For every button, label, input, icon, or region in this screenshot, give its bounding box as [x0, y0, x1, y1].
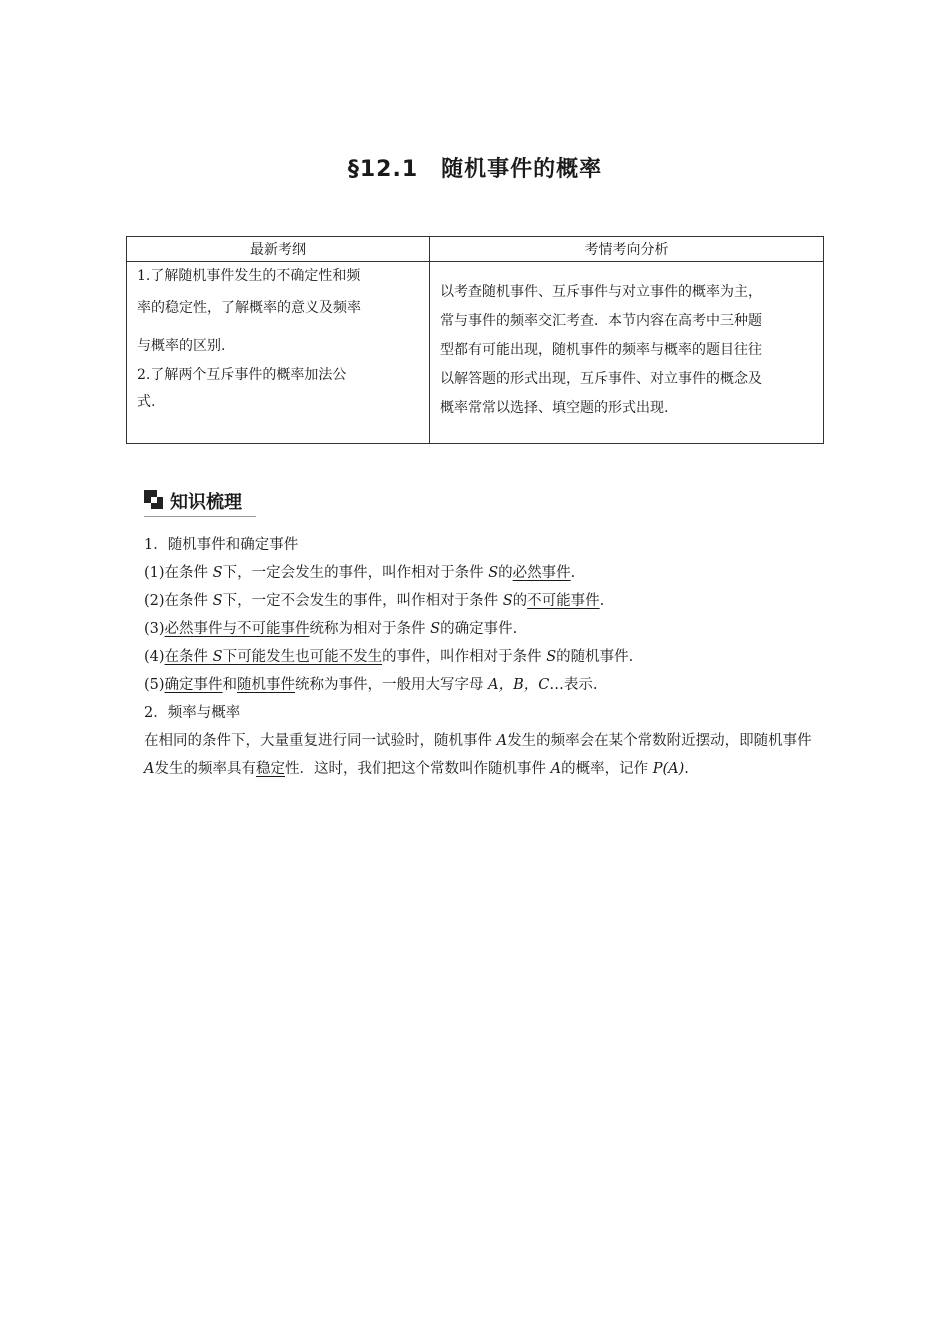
section-heading: [144, 488, 256, 518]
paragraph-6: [144, 727, 824, 783]
text: (1)在条件: [144, 565, 213, 581]
text: 统称为事件，一般用大写字母: [295, 677, 489, 693]
text: 在相同的条件下，大量重复进行同一试验时，随机事件: [144, 733, 497, 749]
variable: S: [212, 649, 223, 665]
text: .: [570, 565, 576, 581]
paragraph-2: [144, 587, 824, 615]
requirement-1: [137, 266, 421, 363]
syllabus-cell: [127, 262, 430, 444]
text: …表示.: [549, 677, 598, 693]
section-heading-label: 知识梳理: [170, 492, 242, 513]
text: 的: [512, 593, 528, 609]
key-term: 不可能事件: [527, 593, 600, 609]
section-content: [144, 531, 824, 783]
text: .: [684, 761, 689, 777]
header-analysis: 考情考向分析: [430, 237, 824, 262]
text: 的随机事件.: [556, 649, 634, 665]
variable: S: [546, 649, 557, 665]
key-term: 在条件: [164, 649, 213, 665]
section-underline: [144, 516, 256, 517]
requirement-line: 与概率的区别.: [137, 338, 226, 354]
variables: A，B，C: [488, 677, 550, 693]
analysis-cell: [430, 262, 824, 444]
analysis-line: 以考查随机事件、互斥事件与对立事件的概率为主，: [440, 284, 762, 300]
text: (5): [144, 677, 165, 693]
text: 统称为相对于条件: [309, 621, 431, 637]
variable: S: [212, 593, 223, 609]
text: .: [599, 593, 605, 609]
requirement-2: [137, 363, 421, 417]
subheading-1: 1．随机事件和确定事件: [144, 537, 299, 553]
subheading-2: 2．频率与概率: [144, 705, 241, 721]
text: 的确定事件.: [440, 621, 518, 637]
text: (4): [144, 649, 165, 665]
paragraph-4: [144, 643, 824, 671]
text: 下，一定会发生的事件，叫作相对于条件: [222, 565, 489, 581]
analysis-line: 常与事件的频率交汇考查．本节内容在高考中三种题: [440, 313, 762, 329]
key-term: 随机事件: [237, 677, 296, 693]
key-term: 必然事件: [512, 565, 571, 581]
variable: A: [496, 733, 508, 749]
section-square-icon: [144, 490, 163, 509]
text: 性．这时，我们把这个常数叫作随机事件: [284, 761, 551, 777]
variable: A: [550, 761, 562, 777]
variable: S: [502, 593, 513, 609]
analysis-line: 型都有可能出现，随机事件的频率与概率的题目往往: [440, 342, 762, 358]
table-row: [127, 262, 824, 444]
text: 和: [222, 677, 238, 693]
requirement-line: 率的稳定性，了解概率的意义及频率: [137, 300, 361, 316]
text: 的概率，记作: [561, 761, 653, 777]
text: 发生的频率具有: [154, 761, 256, 777]
syllabus-table: [126, 236, 824, 444]
text: 的: [498, 565, 513, 581]
key-term: 稳定: [255, 761, 285, 777]
formula: P(A): [652, 761, 685, 777]
page-title: §12.1 随机事件的概率: [347, 157, 603, 182]
analysis-line: 概率常常以选择、填空题的形式出现.: [440, 400, 669, 416]
variable: S: [488, 565, 499, 581]
key-term: 必然事件与不可能事件: [164, 621, 310, 637]
text: (2)在条件: [144, 593, 213, 609]
variable: A: [144, 761, 155, 777]
requirement-line: 2.了解两个互斥事件的概率加法公: [137, 367, 347, 383]
text: 的事件，叫作相对于条件: [382, 649, 547, 665]
variable: S: [212, 565, 223, 581]
requirement-line: 式.: [137, 394, 156, 410]
table-header-row: [127, 237, 824, 262]
text: 发生的频率会在某个常数附近摆动，即随机事件: [507, 733, 812, 749]
paragraph-5: [144, 671, 824, 699]
requirement-line: 1.了解随机事件发生的不确定性和频: [137, 268, 361, 284]
paragraph-3: [144, 615, 824, 643]
text: (3): [144, 621, 165, 637]
key-term: 下可能发生也可能不发生: [222, 649, 383, 665]
analysis-line: 以解答题的形式出现，互斥事件、对立事件的概念及: [440, 371, 762, 387]
text: 下，一定不会发生的事件，叫作相对于条件: [222, 593, 503, 609]
paragraph-1: [144, 559, 824, 587]
variable: S: [430, 621, 441, 637]
header-syllabus: 最新考纲: [127, 237, 430, 262]
key-term: 确定事件: [164, 677, 223, 693]
